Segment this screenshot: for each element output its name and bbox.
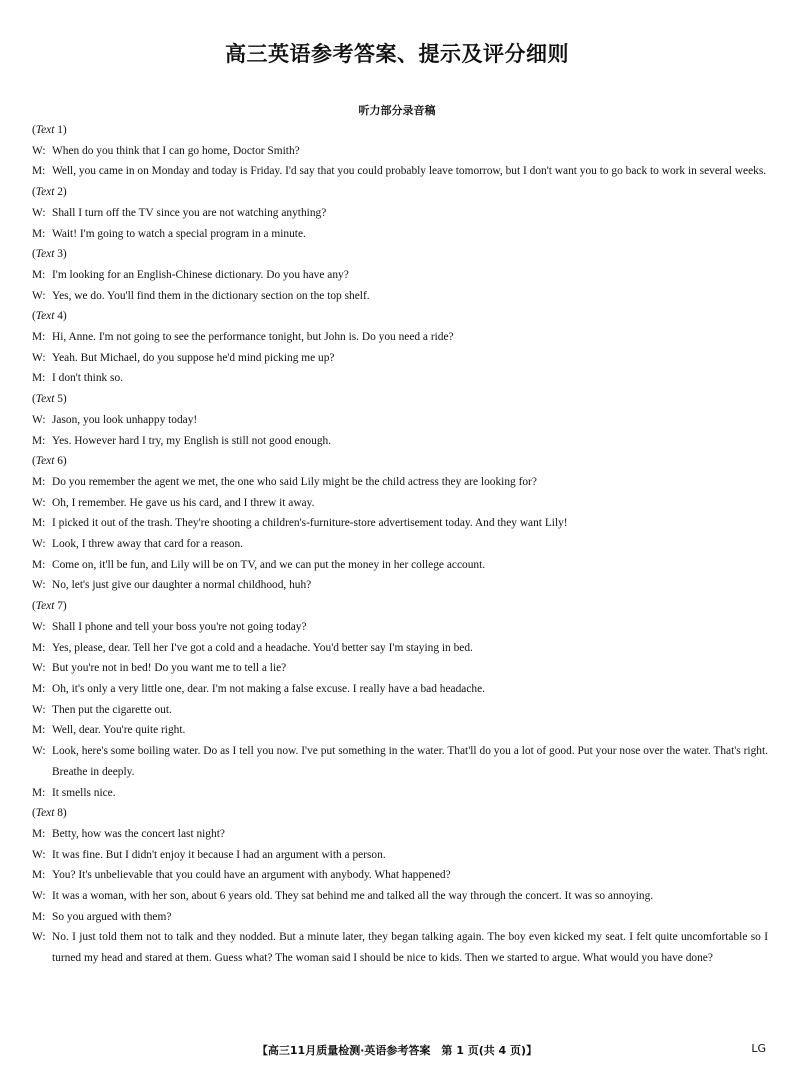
utterance-text: You? It's unbelievable that you could have an argument with anybody. What happened? bbox=[52, 869, 451, 882]
section-title: 听力部分录音稿 bbox=[358, 104, 436, 117]
speaker-label: M: bbox=[32, 724, 46, 737]
text-header: (Text 5) bbox=[32, 393, 67, 406]
utterance-text: But you're not in bed! Do you want me to tell a lie? bbox=[52, 662, 287, 675]
speaker-label: W: bbox=[32, 579, 46, 592]
dialogue-line bbox=[32, 907, 768, 928]
dialogue-line bbox=[32, 617, 768, 638]
dialogue-line bbox=[32, 658, 768, 679]
page-footer: 【高三11月质量检测·英语参考答案 第 1 页(共 4 页)】 bbox=[256, 1044, 538, 1057]
speaker-label: M: bbox=[32, 165, 46, 178]
utterance-text: Shall I phone and tell your boss you're not going today? bbox=[52, 620, 307, 633]
speaker-label: W: bbox=[32, 703, 46, 716]
utterance-text: It was a woman, with her son, about 6 years old. They sat behind me and talked all the way through the concert. It was so annoying. bbox=[52, 890, 654, 903]
utterance-text: Jason, you look unhappy today! bbox=[52, 413, 198, 426]
text-header: (Text 7) bbox=[32, 600, 67, 613]
utterance-text: Shall I turn off the TV since you are not watching anything? bbox=[52, 206, 327, 219]
text-header: (Text 8) bbox=[32, 807, 67, 820]
text-header: (Text 1) bbox=[32, 124, 67, 136]
utterance-text: Hi, Anne. I'm not going to see the performance tonight, but John is. Do you need a ride? bbox=[52, 331, 454, 344]
transcript-body bbox=[32, 120, 768, 969]
utterance-text: So you argued with them? bbox=[52, 910, 172, 923]
dialogue-line bbox=[32, 720, 768, 741]
utterance-text: It smells nice. bbox=[52, 786, 116, 799]
text-header: (Text 6) bbox=[32, 455, 67, 468]
speaker-label: M: bbox=[32, 786, 46, 799]
dialogue-line bbox=[32, 741, 768, 782]
dialogue-line bbox=[32, 224, 768, 245]
dialogue-line bbox=[32, 783, 768, 804]
dialogue-line bbox=[32, 203, 768, 224]
text-header: (Text 2) bbox=[32, 186, 67, 199]
dialogue-line bbox=[32, 700, 768, 721]
utterance-text: Wait! I'm going to watch a special program in a minute. bbox=[52, 227, 306, 240]
speaker-label: W: bbox=[32, 413, 46, 426]
dialogue-line bbox=[32, 286, 768, 307]
utterance-text: Look, I threw away that card for a reason. bbox=[52, 538, 244, 551]
text-header: (Text 3) bbox=[32, 248, 67, 261]
speaker-label: W: bbox=[32, 662, 46, 675]
dialogue-line bbox=[32, 555, 768, 576]
utterance-text: Oh, I remember. He gave us his card, and I threw it away. bbox=[52, 496, 315, 509]
speaker-label: W: bbox=[32, 538, 46, 551]
dialogue-line bbox=[32, 886, 768, 907]
utterance-text: Well, dear. You're quite right. bbox=[52, 724, 186, 737]
speaker-label: W: bbox=[32, 931, 46, 944]
utterance-text: Betty, how was the concert last night? bbox=[52, 827, 225, 840]
speaker-label: W: bbox=[32, 289, 46, 302]
dialogue-line bbox=[32, 431, 768, 452]
dialogue-line bbox=[32, 824, 768, 845]
utterance-text: Well, you came in on Monday and today is Friday. I'd say that you could probably leave tomorrow, but I don't want you to go back to work in several weeks. bbox=[52, 165, 767, 178]
speaker-label: W: bbox=[32, 351, 46, 364]
dialogue-line bbox=[32, 679, 768, 700]
speaker-label: M: bbox=[32, 641, 46, 654]
speaker-label: W: bbox=[32, 206, 46, 219]
utterance-text: No, let's just give our daughter a normal childhood, huh? bbox=[52, 579, 312, 592]
dialogue-line bbox=[32, 161, 768, 182]
utterance-text: I picked it out of the trash. They're shooting a children's-furniture-store advertisement today. And they want Lily! bbox=[52, 517, 568, 530]
dialogue-line bbox=[32, 638, 768, 659]
utterance-text: Yes, please, dear. Tell her I've got a cold and a headache. You'd better say I'm staying in bed. bbox=[52, 641, 473, 654]
utterance-text: No. I just told them not to talk and they nodded. But a minute later, they began talking again. The boy even kicked my seat. I felt quite uncomfortable so I turned my head and stared at them. Guess what? The woman said I should be nice to kids. Then we started to argue. What would you have done? bbox=[52, 931, 768, 965]
utterance-text: It was fine. But I didn't enjoy it because I had an argument with a person. bbox=[52, 848, 386, 861]
footer-code: LG bbox=[751, 1042, 766, 1055]
utterance-text: Then put the cigarette out. bbox=[52, 703, 172, 716]
dialogue-line bbox=[32, 410, 768, 431]
dialogue-line bbox=[32, 141, 768, 162]
dialogue-line bbox=[32, 493, 768, 514]
utterance-text: Look, here's some boiling water. Do as I tell you now. I've put something in the water. That'll do you a lot of good. Put your nose over the water. That's right. Breathe in deeply. bbox=[52, 745, 768, 778]
speaker-label: M: bbox=[32, 682, 46, 695]
speaker-label: M: bbox=[32, 869, 46, 882]
utterance-text: Come on, it'll be fun, and Lily will be on TV, and we can put the money in her college account. bbox=[52, 558, 486, 571]
speaker-label: W: bbox=[32, 144, 46, 157]
speaker-label: M: bbox=[32, 434, 46, 447]
text-header: (Text 4) bbox=[32, 310, 67, 323]
dialogue-line bbox=[32, 472, 768, 493]
speaker-label: M: bbox=[32, 268, 46, 281]
dialogue-line bbox=[32, 513, 768, 534]
dialogue-line bbox=[32, 368, 768, 389]
speaker-label: W: bbox=[32, 620, 46, 633]
speaker-label: M: bbox=[32, 910, 46, 923]
speaker-label: M: bbox=[32, 558, 46, 571]
utterance-text: Oh, it's only a very little one, dear. I'm not making a false excuse. I really have a bad headache. bbox=[52, 682, 485, 695]
dialogue-line bbox=[32, 534, 768, 555]
speaker-label: M: bbox=[32, 372, 46, 385]
utterance-text: I don't think so. bbox=[52, 372, 124, 385]
dialogue-line bbox=[32, 927, 768, 968]
utterance-text: Yes, we do. You'll find them in the dictionary section on the top shelf. bbox=[52, 289, 370, 302]
dialogue-line bbox=[32, 348, 768, 369]
page-title: 高三英语参考答案、提示及评分细则 bbox=[225, 42, 569, 66]
speaker-label: M: bbox=[32, 517, 46, 530]
dialogue-line bbox=[32, 865, 768, 886]
utterance-text: When do you think that I can go home, Doctor Smith? bbox=[52, 144, 300, 157]
speaker-label: M: bbox=[32, 227, 46, 240]
utterance-text: Yeah. But Michael, do you suppose he'd mind picking me up? bbox=[52, 351, 335, 364]
dialogue-line bbox=[32, 845, 768, 866]
speaker-label: M: bbox=[32, 331, 46, 344]
dialogue-line bbox=[32, 575, 768, 596]
speaker-label: W: bbox=[32, 890, 46, 903]
speaker-label: W: bbox=[32, 496, 46, 509]
speaker-label: M: bbox=[32, 475, 46, 488]
utterance-text: Do you remember the agent we met, the one who said Lily might be the child actress they are looking for? bbox=[52, 475, 537, 488]
utterance-text: I'm looking for an English-Chinese dictionary. Do you have any? bbox=[52, 268, 349, 281]
speaker-label: M: bbox=[32, 827, 46, 840]
utterance-text: Yes. However hard I try, my English is still not good enough. bbox=[52, 434, 332, 447]
dialogue-line bbox=[32, 327, 768, 348]
speaker-label: W: bbox=[32, 745, 46, 758]
dialogue-line bbox=[32, 265, 768, 286]
speaker-label: W: bbox=[32, 848, 46, 861]
